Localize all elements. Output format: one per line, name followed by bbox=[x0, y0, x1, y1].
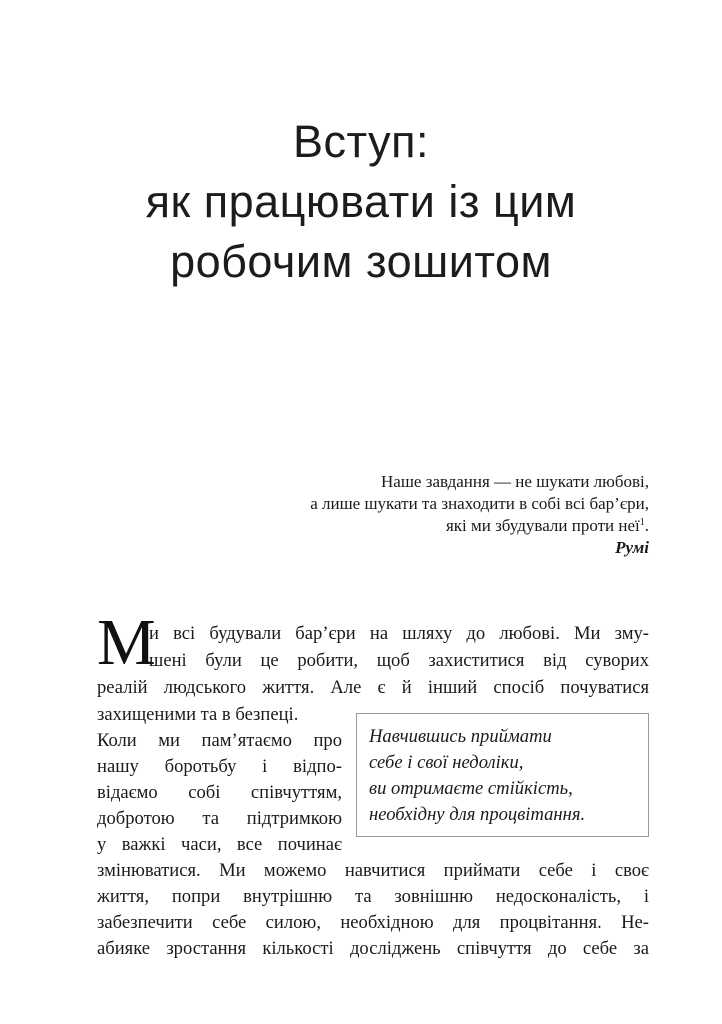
pull-quote-line: необхідну для процвітання. bbox=[369, 804, 586, 825]
body-line: захищеними та в безпеці. bbox=[97, 704, 299, 725]
body-line: нашу боротьбу і відпо- bbox=[97, 756, 342, 777]
pull-quote-line: ви отримаєте стійкість, bbox=[369, 778, 573, 799]
pull-quote-line: Навчившись приймати bbox=[369, 726, 552, 747]
pull-quote-box bbox=[356, 713, 649, 837]
epigraph-line-1: Наше завдання — не шукати любові, bbox=[381, 472, 649, 491]
drop-cap: М bbox=[97, 606, 156, 679]
body-line: відаємо собі співчуттям, bbox=[97, 782, 342, 803]
body-line: забезпечити себе силою, необхідною для процвітання. Не- bbox=[97, 912, 649, 933]
body-line: Коли ми пам’ятаємо про bbox=[97, 730, 342, 751]
body-line: життя, попри внутрішню та зовнішню недосконалість, і bbox=[97, 886, 649, 907]
body-line: и всі будували бар’єри на шляху до любові. Ми зму- bbox=[149, 623, 649, 644]
epigraph-line-2: а лише шукати та знаходити в собі всі бар’єри, bbox=[310, 494, 649, 513]
footnote-mark[interactable]: 1 bbox=[639, 517, 645, 528]
body-line: абияке зростання кількості досліджень співчуття до себе за bbox=[97, 938, 649, 959]
body-line: реалій людського життя. Але є й інший спосіб почуватися bbox=[97, 677, 649, 698]
body-line: шені були це робити, щоб захиститися від суворих bbox=[149, 650, 649, 671]
pull-quote-line: себе і свої недоліки, bbox=[369, 752, 524, 773]
chapter-title bbox=[0, 112, 722, 292]
body-line: у важкі часи, все починає bbox=[97, 834, 342, 855]
body-line: добротою та підтримкою bbox=[97, 808, 342, 829]
chapter-title-line-2: як працювати із цим bbox=[145, 176, 577, 227]
epigraph-line-3: які ми збудували проти неї$^1$. bbox=[445, 516, 649, 535]
chapter-title-line-3: робочим зошитом bbox=[170, 236, 552, 287]
epigraph bbox=[310, 471, 649, 559]
body-line: змінюватися. Ми можемо навчитися приймати себе і своє bbox=[97, 860, 649, 881]
chapter-title-line-1: Вступ: bbox=[292, 116, 429, 167]
epigraph-author: Румі bbox=[615, 538, 649, 557]
